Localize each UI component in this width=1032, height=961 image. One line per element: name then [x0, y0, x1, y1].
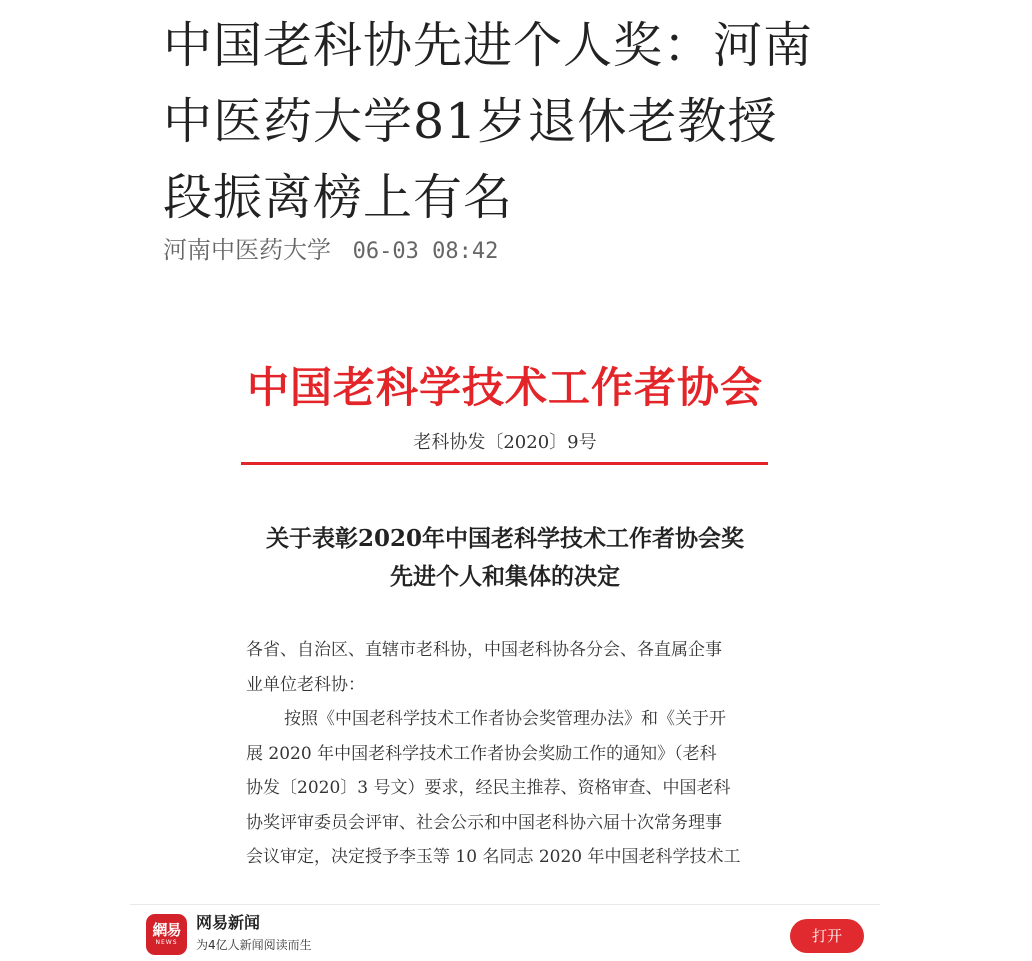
- article-source: 河南中医药大学: [163, 236, 331, 264]
- document-image: [160, 300, 850, 905]
- open-app-button[interactable]: 打开: [790, 919, 864, 953]
- document-body-line: 会议审定，决定授予李玉等 10 名同志 2020 年中国老科学技术工: [246, 847, 741, 867]
- document-body-line: 各省、自治区、直辖市老科协，中国老科协各分会、各直属企事: [246, 640, 722, 660]
- document-red-rule: [241, 462, 768, 465]
- document-body-line: 按照《中国老科学技术工作者协会奖管理办法》和《关于开: [284, 709, 726, 729]
- article-meta: [163, 232, 498, 268]
- document-body-line: 展 2020 年中国老科学技术工作者协会奖励工作的通知》（老科: [246, 743, 717, 764]
- document-body: [246, 633, 771, 875]
- app-download-bar: [130, 904, 880, 961]
- netease-news-logo-icon: [146, 914, 187, 955]
- document-body-line: 业单位老科协：: [246, 674, 365, 695]
- document-body-line: 协发〔2020〕3 号文）要求，经民主推荐、资格审查、中国老科: [246, 778, 731, 798]
- document-body-line: 协奖评审委员会评审、社会公示和中国老科协六届十次常务理事: [246, 812, 722, 833]
- app-name: 网易新闻: [196, 913, 261, 932]
- document-heading-line: 关于表彰2020年中国老科学技术工作者协会奖: [265, 525, 744, 552]
- document-org-name: 中国老科学技术工作者协会: [246, 363, 763, 412]
- app-slogan: 为4亿人新闻阅读而生: [196, 938, 312, 952]
- logo-subtext: NEWS: [155, 939, 178, 946]
- document-heading: [160, 520, 850, 596]
- document-heading-line: 先进个人和集体的决定: [390, 563, 620, 590]
- article-title: 中国老科协先进个人奖：河南中医药大学81岁退休老教授段振离榜上有名: [163, 17, 814, 226]
- document-number: 老科协发〔2020〕9号: [413, 432, 597, 453]
- logo-text: 網易: [152, 921, 181, 939]
- article-time: 06-03 08:42: [352, 239, 499, 264]
